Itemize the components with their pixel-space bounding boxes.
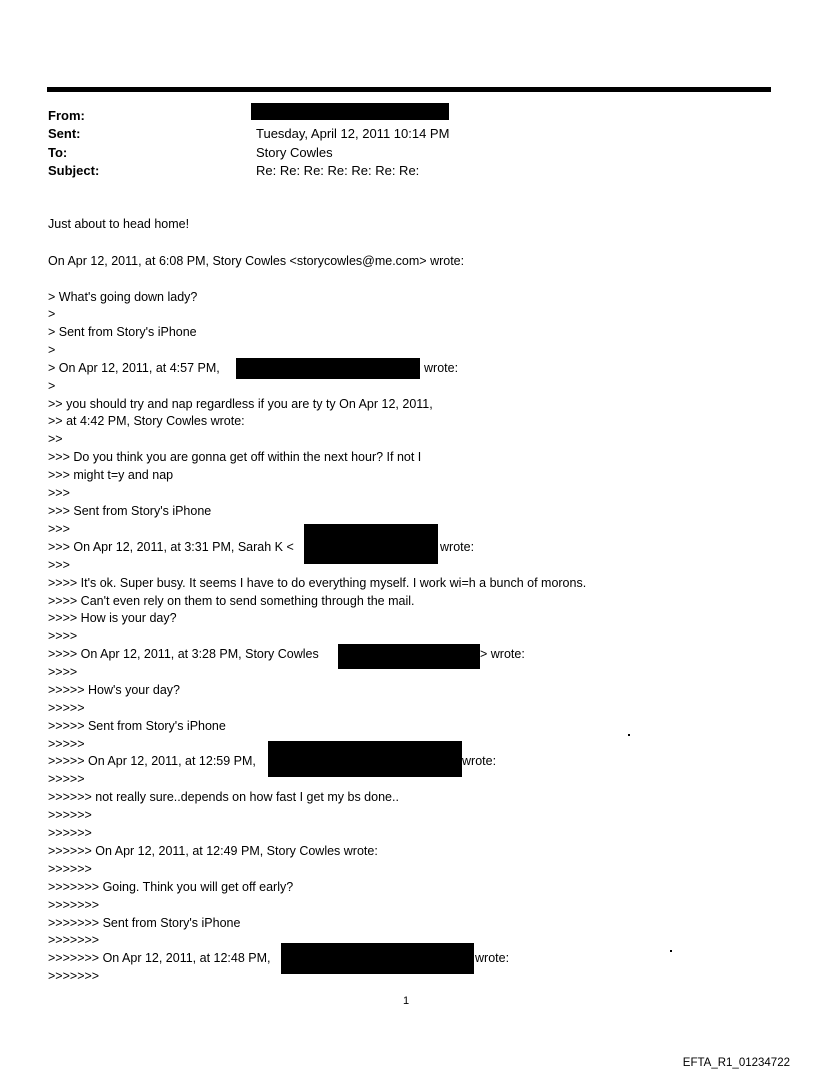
body-line: >>>> How is your day?: [48, 611, 177, 625]
body-line: >>>>>: [48, 737, 85, 751]
body-line-wrote: > wrote:: [480, 647, 525, 661]
body-line: >: [48, 343, 56, 357]
body-line: Just about to head home!: [48, 217, 190, 231]
body-line-wrote: wrote:: [424, 361, 459, 375]
subject-label: Subject:: [48, 163, 100, 178]
body-line: >>>>>>> Sent from Story's iPhone: [48, 916, 241, 930]
body-line: >>>>>>: [48, 862, 92, 876]
document-id: EFTA_R1_01234722: [682, 1057, 790, 1069]
redacted-sender: [268, 741, 462, 777]
redacted-email: [304, 524, 438, 564]
body-line: >>>>>> not really sure..depends on how fast I get my bs done..: [48, 790, 399, 804]
body-line-wrote: wrote:: [462, 754, 497, 768]
body-line: >>>: [48, 486, 70, 500]
body-line: >>>: [48, 522, 70, 536]
body-line: >>>>: [48, 629, 78, 643]
body-line: >>>> Can't even rely on them to send something through the mail.: [48, 594, 415, 608]
redacted-sender: [281, 943, 474, 974]
body-line: >>>>> How's your day?: [48, 683, 180, 697]
body-line: >>>>>>> Going. Think you will get off early?: [48, 880, 294, 894]
body-line: > What's going down lady?: [48, 290, 198, 304]
body-line: >>>>>>: [48, 808, 92, 822]
body-line: >>>>>>> On Apr 12, 2011, at 12:48 PM,: [48, 951, 271, 965]
body-line: >>>>> Sent from Story's iPhone: [48, 719, 226, 733]
redacted-sender: [236, 358, 420, 379]
header-rule: [47, 87, 771, 92]
to-value: Story Cowles: [256, 145, 333, 160]
body-line: On Apr 12, 2011, at 6:08 PM, Story Cowles <storycowles@me.com> wrote:: [48, 254, 465, 268]
to-label: To:: [48, 145, 68, 160]
body-line: >>>>>: [48, 701, 85, 715]
body-line: >>>>>> On Apr 12, 2011, at 12:49 PM, Story Cowles wrote:: [48, 844, 378, 858]
body-line-wrote: wrote:: [475, 951, 510, 965]
body-line: >>> Do you think you are gonna get off within the next hour? If not I: [48, 450, 422, 464]
body-line: >>>>>>>: [48, 933, 100, 947]
body-line: >>> Sent from Story's iPhone: [48, 504, 212, 518]
redacted-from: [251, 103, 449, 120]
body-line: >>>> On Apr 12, 2011, at 3:28 PM, Story Cowles: [48, 647, 323, 661]
body-line: >> at 4:42 PM, Story Cowles wrote:: [48, 414, 245, 428]
body-line: >>: [48, 432, 63, 446]
body-line: >>> On Apr 12, 2011, at 3:31 PM, Sarah K <: [48, 540, 294, 554]
body-line: > On Apr 12, 2011, at 4:57 PM,: [48, 361, 224, 375]
body-line: > Sent from Story's iPhone: [48, 325, 197, 339]
page-number: 1: [403, 995, 410, 1007]
body-line: >>>>> On Apr 12, 2011, at 12:59 PM,: [48, 754, 256, 768]
scan-speck: [628, 734, 630, 736]
body-line: >>>>>>: [48, 826, 92, 840]
body-line: >>>>>: [48, 772, 85, 786]
body-line: >>>>>>>: [48, 898, 100, 912]
body-line: >>> might t=y and nap: [48, 468, 174, 482]
from-label: From:: [48, 108, 85, 123]
body-line: >: [48, 379, 56, 393]
body-line: >> you should try and nap regardless if you are ty ty On Apr 12, 2011,: [48, 397, 433, 411]
body-line: >>>>: [48, 665, 78, 679]
subject-value: Re: Re: Re: Re: Re: Re: Re:: [256, 163, 420, 178]
redacted-email: [338, 644, 480, 669]
body-line: >>>> It's ok. Super busy. It seems I have to do everything myself. I work wi=h a bunch of morons.: [48, 576, 587, 590]
sent-value: Tuesday, April 12, 2011 10:14 PM: [256, 126, 450, 141]
body-line: >>>: [48, 558, 70, 572]
sent-label: Sent:: [48, 126, 81, 141]
scan-speck: [670, 950, 672, 952]
body-line: >: [48, 307, 56, 321]
body-line-wrote: wrote:: [440, 540, 475, 554]
body-line: >>>>>>>: [48, 969, 100, 983]
